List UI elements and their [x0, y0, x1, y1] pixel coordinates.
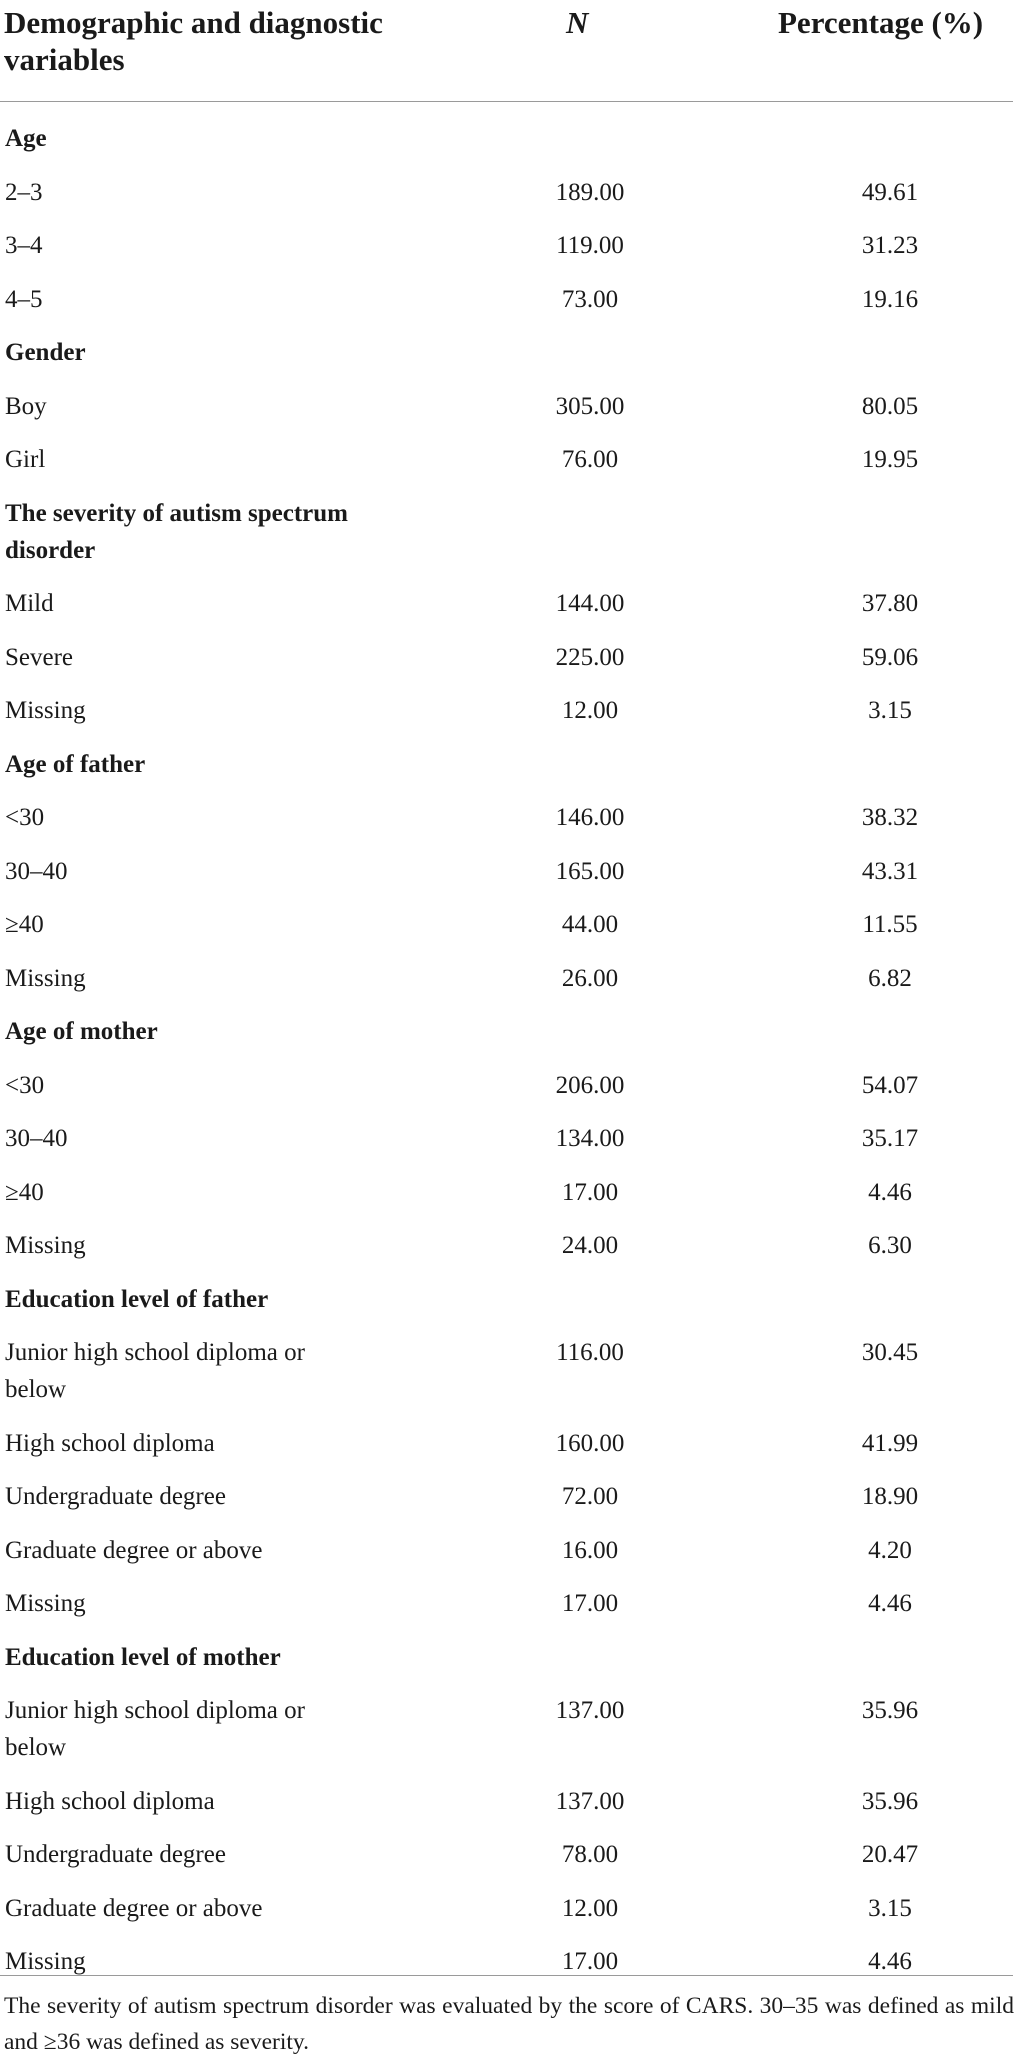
row-label: Undergraduate degree: [5, 1841, 226, 1868]
row-label: 30–40: [5, 857, 68, 885]
row-label: Missing: [5, 964, 86, 992]
group-label: The severity of autism spectrum disorder: [5, 499, 348, 564]
n-cell: 305.00: [555, 392, 625, 420]
percentage-cell: 49.61: [861, 178, 919, 206]
row-label: Severe: [5, 643, 74, 671]
group-label: Gender: [5, 339, 86, 366]
table-row: [0, 1890, 1017, 1927]
percentage-cell: 35.96: [861, 1787, 919, 1815]
n-cell: 119.00: [556, 232, 624, 259]
percentage-cell: 41.99: [861, 1429, 919, 1457]
n-cell: 189.00: [555, 178, 625, 206]
row-label: Graduate degree or above: [5, 1894, 263, 1922]
percentage-cell: 4.20: [868, 1536, 912, 1564]
percentage-cell: 35.96: [861, 1697, 919, 1724]
table-row: [0, 281, 1017, 318]
table-row: [0, 1174, 1017, 1211]
table-group-header: [0, 746, 1017, 783]
table-row: [0, 1227, 1017, 1264]
row-label: Missing: [5, 697, 86, 724]
table-group-header: [0, 1281, 1017, 1318]
n-cell: 72.00: [561, 1483, 619, 1510]
table-group-header: [0, 1013, 1017, 1050]
row-label: 4–5: [5, 285, 43, 313]
table-row: [0, 227, 1017, 264]
percentage-cell: 3.15: [868, 1894, 912, 1922]
percentage-cell: 43.31: [861, 857, 919, 885]
n-cell: 24.00: [561, 1232, 619, 1259]
table-row: [0, 1532, 1017, 1569]
row-label: Junior high school diploma or below: [5, 1697, 305, 1761]
n-cell: 165.00: [555, 857, 625, 885]
row-label: Missing: [5, 1232, 86, 1259]
table-row: [0, 1783, 1017, 1820]
percentage-cell: 59.06: [861, 643, 919, 671]
table-row: [0, 388, 1017, 425]
table-row: [0, 799, 1017, 836]
table-body: [0, 120, 1017, 1997]
table-row: [0, 853, 1017, 890]
group-label: Education level of mother: [5, 1643, 281, 1671]
table-row: [0, 1692, 1017, 1766]
table-row: [0, 1425, 1017, 1462]
table-row: [0, 174, 1017, 211]
row-label: Missing: [5, 1590, 86, 1617]
header-n: N: [566, 5, 589, 40]
table-group-header: [0, 495, 1017, 569]
table-row: [0, 1120, 1017, 1157]
n-cell: 146.00: [555, 804, 625, 831]
percentage-cell: 35.17: [861, 1125, 919, 1152]
table-row: [0, 639, 1017, 676]
header-variable: Demographic and diagnostic variables: [4, 5, 383, 77]
row-label: 30–40: [5, 1125, 68, 1152]
table-group-header: [0, 1639, 1017, 1676]
row-label: Graduate degree or above: [5, 1536, 263, 1564]
n-cell: 44.00: [561, 911, 619, 938]
table-group-header: [0, 120, 1017, 157]
row-label: Girl: [5, 446, 46, 473]
row-label: Missing: [5, 1948, 86, 1975]
group-label: Education level of father: [5, 1285, 269, 1313]
percentage-cell: 4.46: [868, 1178, 912, 1206]
percentage-cell: 80.05: [861, 392, 919, 420]
n-cell: 206.00: [555, 1071, 625, 1099]
n-cell: 137.00: [555, 1787, 625, 1815]
table-group-header: [0, 334, 1017, 371]
group-label: Age of father: [5, 750, 146, 778]
percentage-cell: 19.16: [861, 285, 919, 313]
n-cell: 17.00: [561, 1178, 619, 1206]
table-row: [0, 1067, 1017, 1104]
n-cell: 116.00: [556, 1339, 624, 1366]
header-divider: [0, 101, 1013, 102]
percentage-cell: 30.45: [861, 1339, 919, 1366]
n-cell: 26.00: [561, 964, 619, 992]
percentage-cell: 31.23: [861, 232, 919, 259]
footer-divider: [0, 1975, 1013, 1976]
row-label: ≥40: [5, 1178, 44, 1206]
table-row: [0, 692, 1017, 729]
table-row: [0, 906, 1017, 943]
percentage-cell: 6.30: [868, 1232, 912, 1259]
row-label: ≥40: [5, 911, 44, 938]
n-cell: 76.00: [561, 446, 619, 473]
percentage-cell: 11.55: [862, 911, 918, 938]
table-row: [0, 1334, 1017, 1408]
table-row: [0, 1836, 1017, 1873]
percentage-cell: 4.46: [868, 1948, 912, 1975]
n-cell: 16.00: [561, 1536, 619, 1564]
n-cell: 160.00: [555, 1429, 625, 1457]
row-label: 2–3: [5, 178, 43, 206]
row-label: Undergraduate degree: [5, 1483, 226, 1510]
n-cell: 12.00: [561, 1894, 619, 1922]
n-cell: 17.00: [561, 1948, 619, 1975]
row-label: Mild: [5, 590, 54, 617]
n-cell: 137.00: [555, 1697, 625, 1724]
table-footnote: The severity of autism spectrum disorder was evaluated by the score of CARS. 30–35 was defined as mild and ≥36 was defined as severity.: [4, 1993, 1014, 2055]
n-cell: 78.00: [561, 1841, 619, 1868]
row-label: <30: [5, 1071, 45, 1099]
table-header: [0, 0, 1017, 101]
percentage-cell: 18.90: [861, 1483, 919, 1510]
percentage-cell: 3.15: [868, 697, 912, 724]
n-cell: 225.00: [555, 643, 625, 671]
percentage-cell: 4.46: [868, 1590, 912, 1617]
row-label: Boy: [5, 392, 47, 420]
percentage-cell: 38.32: [861, 804, 919, 831]
table-row: [0, 960, 1017, 997]
group-label: Age: [5, 125, 47, 152]
n-cell: 17.00: [561, 1590, 619, 1617]
percentage-cell: 37.80: [861, 590, 919, 617]
table-row: [0, 441, 1017, 478]
row-label: 3–4: [5, 232, 43, 259]
header-percentage: Percentage (%): [778, 5, 984, 40]
table-row: [0, 1478, 1017, 1515]
table-row: [0, 585, 1017, 622]
row-label: <30: [5, 804, 45, 831]
n-cell: 12.00: [561, 697, 619, 724]
group-label: Age of mother: [5, 1018, 158, 1045]
row-label: Junior high school diploma or below: [5, 1339, 305, 1403]
table-row: [0, 1585, 1017, 1622]
percentage-cell: 54.07: [861, 1071, 919, 1099]
n-cell: 144.00: [555, 590, 625, 617]
row-label: High school diploma: [5, 1787, 215, 1815]
percentage-cell: 6.82: [868, 964, 912, 992]
percentage-cell: 19.95: [861, 446, 919, 473]
n-cell: 73.00: [561, 285, 619, 313]
n-cell: 134.00: [555, 1125, 625, 1152]
percentage-cell: 20.47: [861, 1841, 919, 1868]
row-label: High school diploma: [5, 1429, 215, 1457]
